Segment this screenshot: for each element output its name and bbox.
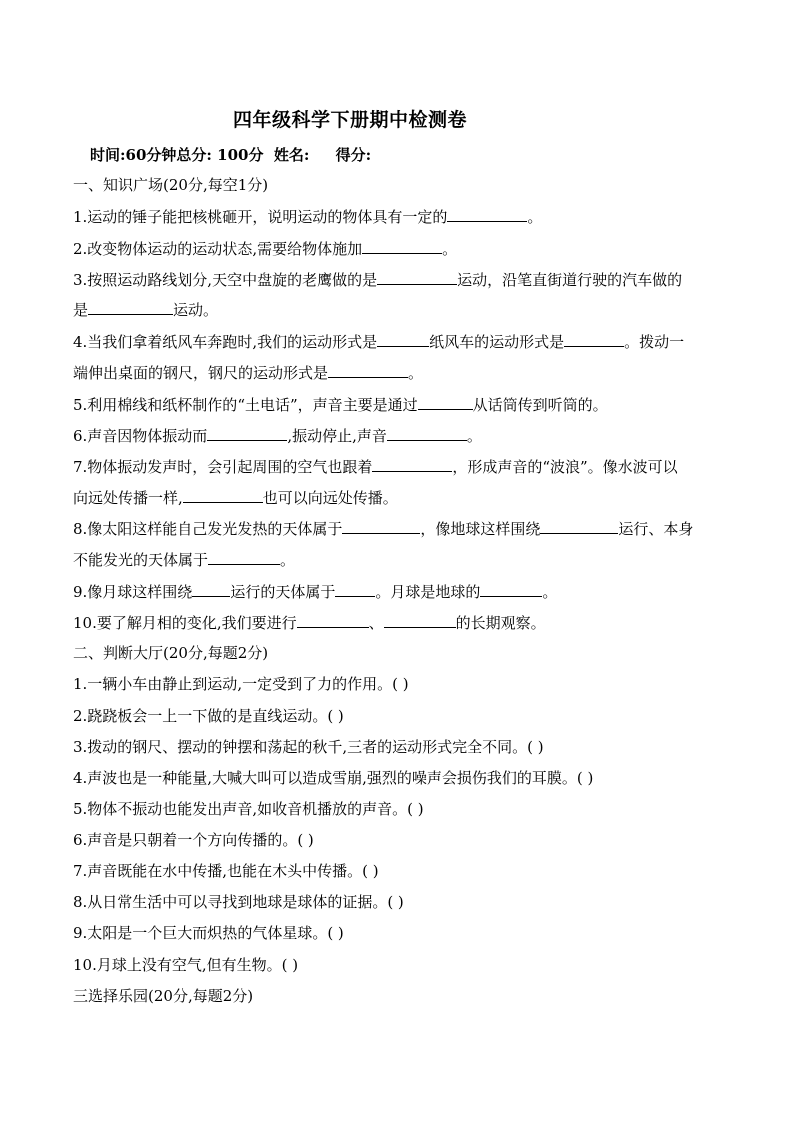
answer-blank[interactable] [377, 269, 457, 285]
answer-blank[interactable] [384, 612, 456, 628]
judgment-question: 9.太阳是一个巨大而炽热的气体星球。( ) [73, 924, 344, 942]
answer-blank[interactable] [377, 331, 429, 347]
answer-blank[interactable] [540, 518, 618, 534]
section2-heading: 二、判断大厅(20分,每题2分) [73, 644, 269, 662]
question-1-3-cont: 是 运动。 [73, 301, 219, 319]
judgment-question: 6.声音是只朝着一个方向传播的。( ) [73, 831, 314, 849]
answer-blank[interactable] [372, 456, 452, 472]
section3-heading: 三选择乐园(20分,每题2分) [73, 987, 254, 1005]
answer-blank[interactable] [564, 331, 624, 347]
judgment-question: 4.声波也是一种能量,大喊大叫可以造成雪崩,强烈的噪声会损伤我们的耳膜。( ) [73, 769, 594, 787]
answer-blank[interactable] [447, 206, 527, 222]
question-1-2: 2.改变物体运动的运动状态,需要给物体施加 。 [73, 240, 458, 258]
question-1-7-cont: 向远处传播一样, 也可以向远处传播。 [73, 489, 398, 507]
question-1-4-cont: 端伸出桌面的钢尺，钢尺的运动形式是 。 [73, 364, 424, 382]
question-1-10: 10.要了解月相的变化,我们要进行 、 的长期观察。 [73, 614, 546, 632]
question-1-1: 1.运动的锤子能把核桃砸开，说明运动的物体具有一定的 。 [73, 208, 543, 226]
answer-blank[interactable] [342, 518, 420, 534]
page-title: 四年级科学下册期中检测卷 [232, 109, 467, 131]
judgment-question: 1.一辆小车由静止到运动,一定受到了力的作用。( ) [73, 675, 409, 693]
question-1-8-cont: 不能发光的天体属于 。 [73, 551, 296, 569]
question-1-6: 6.声音因物体振动而 ,振动停止,声音 。 [73, 427, 482, 445]
answer-blank[interactable] [207, 425, 287, 441]
answer-blank[interactable] [88, 299, 173, 315]
answer-blank[interactable] [480, 581, 542, 597]
answer-blank[interactable] [335, 581, 375, 597]
judgment-question: 2.跷跷板会一上一下做的是直线运动。( ) [73, 707, 344, 725]
answer-blank[interactable] [418, 394, 473, 410]
exam-info-line: 时间:60分钟总分: 100分 姓名: 得分: [90, 146, 372, 164]
question-1-7: 7.物体振动发声时，会引起周围的空气也跟着 ，形成声音的“波浪”。像水波可以 [73, 458, 678, 476]
question-1-5: 5.利用棉线和纸杯制作的“土电话”，声音主要是通过 从话筒传到听筒的。 [73, 396, 608, 414]
answer-blank[interactable] [192, 581, 230, 597]
answer-blank[interactable] [362, 238, 442, 254]
answer-blank[interactable] [297, 612, 369, 628]
answer-blank[interactable] [183, 487, 263, 503]
question-1-3: 3.按照运动路线划分,天空中盘旋的老鹰做的是 运动，沿笔直街道行驶的汽车做的 [73, 271, 683, 289]
section1-heading: 一、知识广场(20分,每空1分) [73, 176, 269, 194]
judgment-question: 8.从日常生活中可以寻找到地球是球体的证据。( ) [73, 893, 404, 911]
judgment-question: 10.月球上没有空气,但有生物。( ) [73, 956, 299, 974]
judgment-question: 3.拨动的钢尺、摆动的钟摆和荡起的秋千,三者的运动形式完全不同。( ) [73, 738, 544, 756]
judgment-question: 5.物体不振动也能发出声音,如收音机播放的声音。( ) [73, 800, 424, 818]
answer-blank[interactable] [208, 549, 280, 565]
judgment-question: 7.声音既能在水中传播,也能在木头中传播。( ) [73, 862, 379, 880]
question-1-4: 4.当我们拿着纸风车奔跑时,我们的运动形式是 纸风车的运动形式是 。拨动一 [73, 333, 685, 351]
answer-blank[interactable] [328, 362, 408, 378]
question-1-8: 8.像太阳这样能自己发光发热的天体属于 ，像地球这样围绕 运行、本身 [73, 520, 694, 538]
answer-blank[interactable] [387, 425, 467, 441]
question-1-9: 9.像月球这样围绕 运行的天体属于 。月球是地球的 。 [73, 583, 558, 601]
